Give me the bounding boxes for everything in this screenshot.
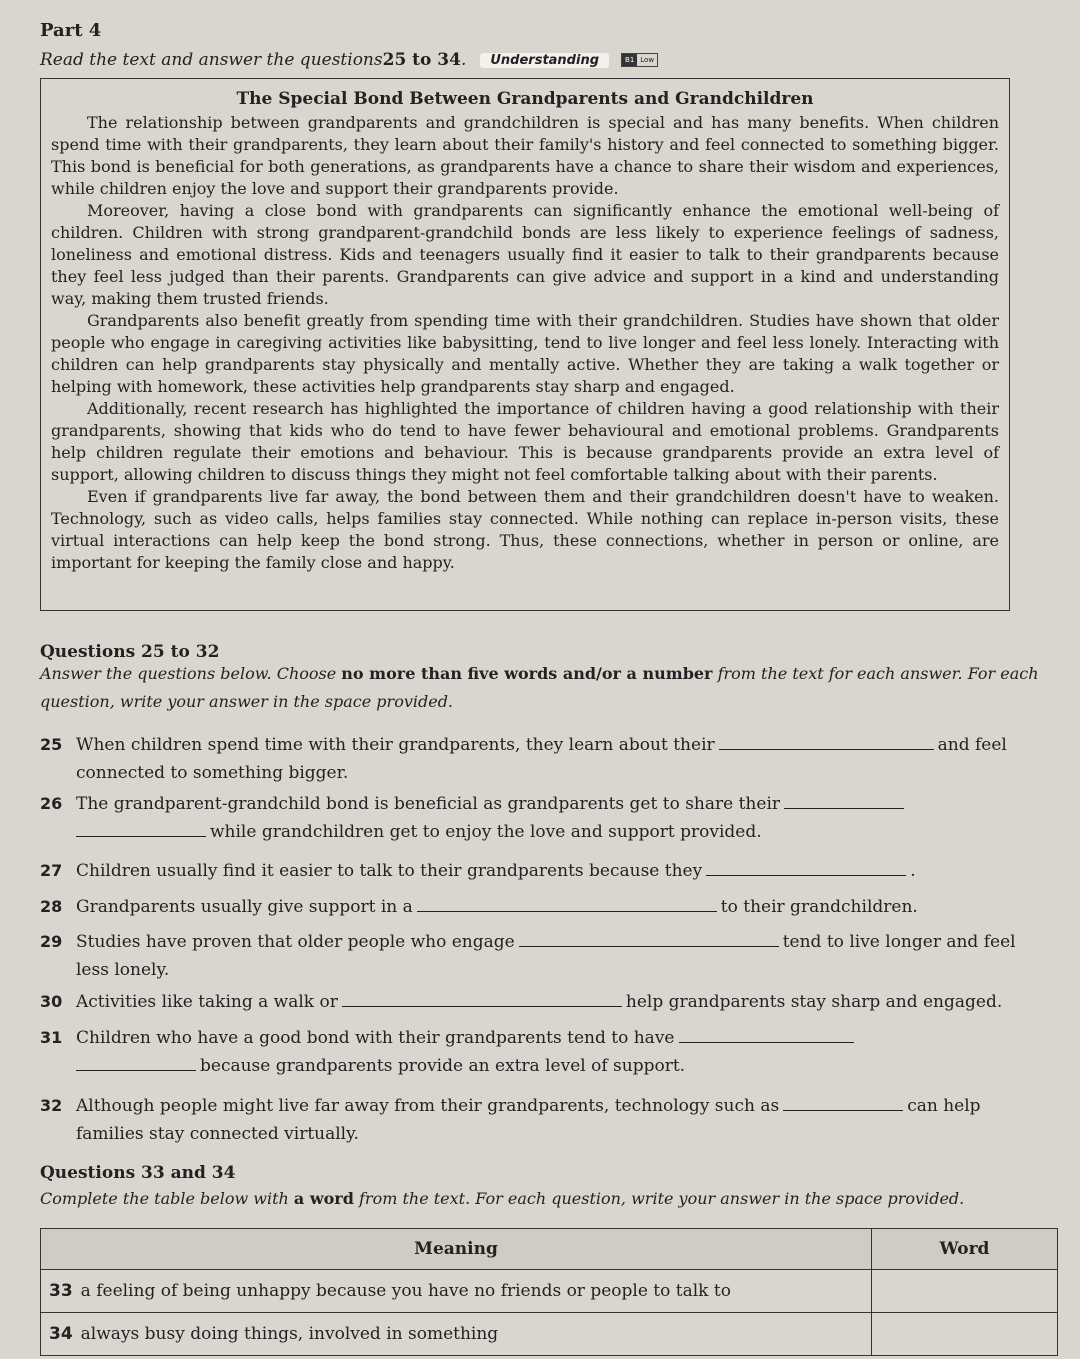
vocabulary-table: [40, 1228, 1058, 1356]
question-text: Studies have proven that older people who engage: [76, 932, 515, 952]
question-text: Activities like taking a walk or: [76, 992, 338, 1012]
word-answer-cell[interactable]: [872, 1270, 1058, 1313]
question-number: 27: [40, 861, 63, 880]
word-column-header: Word: [872, 1229, 1058, 1270]
question-text: because grandparents provide an extra level of support.: [200, 1056, 686, 1076]
question-text: Children usually find it easier to talk to their grandparents because they: [76, 861, 703, 881]
level-badge: [621, 53, 658, 67]
question-number: 32: [40, 1096, 63, 1115]
question-text: connected to something bigger.: [76, 763, 349, 783]
reading-text-box: [40, 78, 1010, 611]
question-text: and feel: [937, 735, 1007, 755]
article-paragraph: Moreover, having a close bond with grandparents can significantly enhance the emotional well-being of children. Children with strong grandparent-grandchild bonds are less likely to experience feelings of sadness, loneliness and emotional distress. Kids and teenagers usually find it easier to talk to their grandparents because they feel less judged than their parents. Grandparents can give advice and support in a kind and understanding way, making them trusted friends.: [51, 201, 999, 308]
section-title-33-34: Questions 33 and 34: [40, 1163, 236, 1183]
section-title-25-32: Questions 25 to 32: [40, 642, 220, 662]
question-number: 34: [49, 1324, 73, 1344]
level-code: B1: [622, 54, 637, 66]
question-text: Grandparents usually give support in a: [76, 897, 413, 917]
question-text: families stay connected virtually.: [76, 1124, 359, 1144]
instruction-text: Read the text and answer the questions: [40, 50, 383, 70]
instruction-part: from the text for each answer. For each question, write your answer in the space provided.: [40, 664, 1039, 711]
instruction-end: .: [460, 50, 467, 70]
question-31: [40, 1024, 1050, 1080]
meaning-text: a feeling of being unhappy because you have no friends or people to talk to: [80, 1281, 731, 1301]
article-paragraph: Grandparents also benefit greatly from spending time with their grandchildren. Studies have shown that older people who engage in caregiving activities like babysitting, tend to live longer and feel less lonely. Interacting with children can help grandparents stay physically and mentally active. Whether they are taking a walk together or helping with homework, these activities help grandparents stay sharp and engaged.: [51, 311, 999, 396]
question-text: can help: [907, 1096, 981, 1116]
answer-blank[interactable]: [706, 857, 906, 876]
question-number: 26: [40, 794, 63, 813]
table-row: [41, 1313, 1058, 1356]
question-26: [40, 790, 1050, 846]
answer-blank[interactable]: [417, 893, 717, 912]
part-title: Part 4: [40, 20, 102, 41]
answer-blank[interactable]: [342, 988, 622, 1007]
question-text: .: [910, 861, 916, 881]
question-number: 30: [40, 992, 63, 1011]
instruction-emphasis: a word: [293, 1189, 354, 1208]
instruction-part: from the text. For each question, write your answer in the space provided.: [353, 1189, 965, 1208]
question-number: 29: [40, 932, 63, 951]
word-answer-cell[interactable]: [872, 1313, 1058, 1356]
question-text: When children spend time with their grandparents, they learn about their: [76, 735, 715, 755]
answer-blank[interactable]: [76, 1052, 196, 1071]
question-text: to their grandchildren.: [720, 897, 918, 917]
meaning-cell: [41, 1313, 872, 1356]
question-text: while grandchildren get to enjoy the love and support provided.: [210, 822, 762, 842]
question-number: 33: [49, 1281, 73, 1301]
instruction-range: 25 to 34: [382, 50, 461, 70]
question-30: [40, 988, 1050, 1016]
question-text: help grandparents stay sharp and engaged.: [625, 992, 1003, 1012]
question-text: less lonely.: [76, 960, 170, 980]
article-paragraph: Additionally, recent research has highlighted the importance of children having a good relationship with their grandparents, showing that kids who do tend to have fewer behavioural and emotional problems. Grandparents help children regulate their emotions and behaviour. This is because grandparents provide an extra level of support, allowing children to discuss things they might not feel comfortable talking about with their parents.: [51, 399, 999, 484]
question-text: Although people might live far away from their grandparents, technology such as: [76, 1096, 780, 1116]
table-header-row: [41, 1229, 1058, 1270]
skill-badge: Understanding: [480, 53, 609, 68]
answer-blank[interactable]: [76, 818, 206, 837]
question-25: [40, 731, 1050, 787]
question-text: Children who have a good bond with their grandparents tend to have: [76, 1028, 675, 1048]
meaning-text: always busy doing things, involved in something: [80, 1324, 499, 1344]
answer-blank[interactable]: [784, 790, 904, 809]
meaning-column-header: Meaning: [41, 1229, 872, 1270]
question-32: [40, 1092, 1050, 1148]
answer-blank[interactable]: [519, 928, 779, 947]
level-label: Low: [640, 56, 655, 64]
article-paragraph: The relationship between grandparents and grandchildren is special and has many benefits. When children spend time with their grandparents, they learn about their family's history and feel connected to something bigger. This bond is beneficial for both generations, as grandparents have a chance to share their wisdom and experiences, while children enjoy the love and support their grandparents provide.: [51, 113, 999, 198]
question-27: [40, 857, 1050, 885]
instruction-part: Answer the questions below. Choose: [40, 664, 342, 683]
question-text: The grandparent-grandchild bond is beneficial as grandparents get to share their: [76, 794, 781, 814]
instruction-part: Complete the table below with: [40, 1189, 294, 1208]
answer-blank[interactable]: [719, 731, 934, 750]
question-number: 25: [40, 735, 63, 754]
article-title: The Special Bond Between Grandparents and Grandchildren: [236, 89, 814, 109]
answer-blank[interactable]: [783, 1092, 903, 1111]
section-instruction-33-34: [40, 1185, 1040, 1213]
table-row: [41, 1270, 1058, 1313]
section-instruction-25-32: [40, 660, 1040, 716]
article-paragraph: Even if grandparents live far away, the bond between them and their grandchildren doesn't have to weaken. Technology, such as video calls, helps families stay connected. While nothing can replace in-person visits, these virtual interactions can help keep the bond strong. Thus, these connections, whether in person or online, are important for keeping the family close and happy.: [51, 487, 999, 572]
answer-blank[interactable]: [679, 1024, 854, 1043]
reading-instruction: [40, 50, 658, 70]
question-29: [40, 928, 1050, 984]
question-number: 31: [40, 1028, 63, 1047]
question-number: 28: [40, 897, 63, 916]
question-28: [40, 893, 1050, 921]
question-text: tend to live longer and feel: [782, 932, 1016, 952]
meaning-cell: [41, 1270, 872, 1313]
instruction-emphasis: no more than five words and/or a number: [341, 664, 713, 683]
